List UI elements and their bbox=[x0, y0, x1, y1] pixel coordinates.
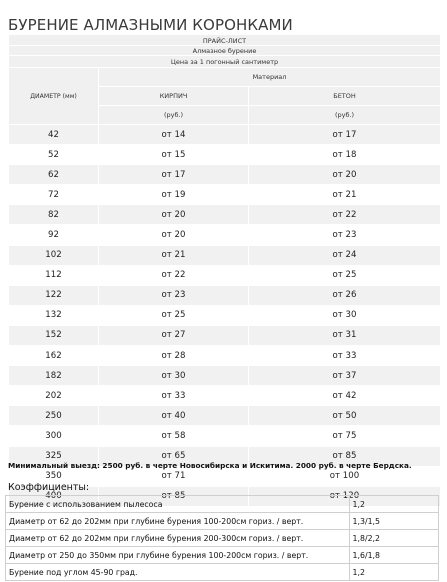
price-table-body bbox=[9, 125, 441, 507]
brick-price-cell: от 40 bbox=[99, 406, 249, 426]
material-header: Материал bbox=[99, 68, 441, 87]
coefficient-value: 1,6/1,8 bbox=[349, 547, 438, 564]
brick-price-cell: от 27 bbox=[99, 325, 249, 345]
diameter-cell: 400 bbox=[9, 486, 99, 506]
concrete-price-cell: от 22 bbox=[249, 205, 441, 225]
price-table-header bbox=[9, 35, 441, 125]
diameter-cell: 52 bbox=[9, 145, 99, 165]
coefficient-value: 1,3/1,5 bbox=[349, 513, 438, 530]
concrete-price-cell: от 75 bbox=[249, 426, 441, 446]
concrete-price-cell: от 20 bbox=[249, 165, 441, 185]
table-row bbox=[9, 406, 441, 426]
concrete-price-cell: от 42 bbox=[249, 386, 441, 406]
coefficient-value: 1,8/2,2 bbox=[349, 530, 438, 547]
brick-price-cell: от 71 bbox=[99, 466, 249, 486]
table-row bbox=[9, 366, 441, 386]
coefficient-description: Бурение с использованием пылесоса bbox=[6, 496, 350, 513]
table-row bbox=[9, 185, 441, 205]
coefficients-table bbox=[5, 495, 439, 581]
table-row bbox=[9, 165, 441, 185]
table-row bbox=[9, 325, 441, 345]
brick-price-cell: от 85 bbox=[99, 486, 249, 506]
price-table bbox=[8, 34, 441, 507]
brick-currency: (руб.) bbox=[99, 106, 249, 125]
diameter-cell: 202 bbox=[9, 386, 99, 406]
table-row bbox=[9, 145, 441, 165]
table-row bbox=[9, 426, 441, 446]
diameter-cell: 112 bbox=[9, 265, 99, 285]
coefficient-row bbox=[6, 513, 439, 530]
table-row bbox=[9, 125, 441, 145]
coefficient-description: Диаметр от 250 до 350мм при глубине бурения 100-200см гориз. / верт. bbox=[6, 547, 350, 564]
table-row bbox=[9, 225, 441, 245]
table-row bbox=[9, 386, 441, 406]
concrete-price-cell: от 21 bbox=[249, 185, 441, 205]
concrete-price-cell: от 85 bbox=[249, 446, 441, 466]
concrete-price-cell: от 25 bbox=[249, 265, 441, 285]
concrete-header: БЕТОН bbox=[249, 87, 441, 106]
diameter-header: ДИАМЕТР (мм) bbox=[9, 68, 99, 125]
concrete-price-cell: от 17 bbox=[249, 125, 441, 145]
diameter-cell: 132 bbox=[9, 305, 99, 325]
diameter-cell: 350 bbox=[9, 466, 99, 486]
brick-price-cell: от 28 bbox=[99, 346, 249, 366]
price-list-subheading: Алмазное бурение bbox=[9, 46, 441, 56]
table-row bbox=[9, 285, 441, 305]
concrete-price-cell: от 26 bbox=[249, 285, 441, 305]
brick-price-cell: от 17 bbox=[99, 165, 249, 185]
diameter-cell: 325 bbox=[9, 446, 99, 466]
price-list-heading: ПРАЙС-ЛИСТ bbox=[9, 35, 441, 46]
coefficient-description: Диаметр от 62 до 202мм при глубине бурения 200-300см гориз. / верт. bbox=[6, 530, 350, 547]
diameter-cell: 122 bbox=[9, 285, 99, 305]
minimum-call-note: Минимальный выезд: 2500 руб. в черте Новосибирска и Искитима. 2000 руб. в черте Бердска. bbox=[8, 461, 412, 470]
concrete-price-cell: от 24 bbox=[249, 245, 441, 265]
diameter-cell: 300 bbox=[9, 426, 99, 446]
diameter-cell: 162 bbox=[9, 346, 99, 366]
diameter-cell: 92 bbox=[9, 225, 99, 245]
concrete-price-cell: от 18 bbox=[249, 145, 441, 165]
concrete-price-cell: от 30 bbox=[249, 305, 441, 325]
diameter-cell: 152 bbox=[9, 325, 99, 345]
table-row bbox=[9, 305, 441, 325]
brick-price-cell: от 14 bbox=[99, 125, 249, 145]
brick-price-cell: от 30 bbox=[99, 366, 249, 386]
coefficient-row bbox=[6, 547, 439, 564]
concrete-price-cell: от 23 bbox=[249, 225, 441, 245]
price-list-unit-note: Цена за 1 погонный сантиметр bbox=[9, 56, 441, 68]
concrete-price-cell: от 37 bbox=[249, 366, 441, 386]
brick-price-cell: от 65 bbox=[99, 446, 249, 466]
brick-price-cell: от 25 bbox=[99, 305, 249, 325]
concrete-price-cell: от 50 bbox=[249, 406, 441, 426]
brick-price-cell: от 20 bbox=[99, 225, 249, 245]
coefficient-value: 1,2 bbox=[349, 496, 438, 513]
diameter-cell: 182 bbox=[9, 366, 99, 386]
brick-price-cell: от 15 bbox=[99, 145, 249, 165]
brick-price-cell: от 21 bbox=[99, 245, 249, 265]
diameter-cell: 42 bbox=[9, 125, 99, 145]
coefficient-value: 1,2 bbox=[349, 564, 438, 581]
table-row bbox=[9, 346, 441, 366]
brick-price-cell: от 58 bbox=[99, 426, 249, 446]
concrete-price-cell: от 100 bbox=[249, 466, 441, 486]
diameter-cell: 82 bbox=[9, 205, 99, 225]
diameter-cell: 102 bbox=[9, 245, 99, 265]
brick-header: КИРПИЧ bbox=[99, 87, 249, 106]
concrete-price-cell: от 31 bbox=[249, 325, 441, 345]
brick-price-cell: от 19 bbox=[99, 185, 249, 205]
coefficient-row bbox=[6, 496, 439, 513]
coefficients-title: Коэффициенты: bbox=[8, 482, 90, 493]
concrete-price-cell: от 120 bbox=[249, 486, 441, 506]
diameter-cell: 62 bbox=[9, 165, 99, 185]
concrete-price-cell: от 33 bbox=[249, 346, 441, 366]
coefficient-row bbox=[6, 564, 439, 581]
concrete-currency: (руб.) bbox=[249, 106, 441, 125]
brick-price-cell: от 33 bbox=[99, 386, 249, 406]
table-row bbox=[9, 205, 441, 225]
coefficient-description: Диаметр от 62 до 202мм при глубине бурения 100-200см гориз. / верт. bbox=[6, 513, 350, 530]
brick-price-cell: от 23 bbox=[99, 285, 249, 305]
page-title: БУРЕНИЕ АЛМАЗНЫМИ КОРОНКАМИ bbox=[8, 16, 293, 35]
brick-price-cell: от 22 bbox=[99, 265, 249, 285]
coefficient-row bbox=[6, 530, 439, 547]
table-row bbox=[9, 265, 441, 285]
table-row bbox=[9, 245, 441, 265]
coefficient-description: Бурение под углом 45-90 град. bbox=[6, 564, 350, 581]
brick-price-cell: от 20 bbox=[99, 205, 249, 225]
diameter-cell: 72 bbox=[9, 185, 99, 205]
diameter-cell: 250 bbox=[9, 406, 99, 426]
